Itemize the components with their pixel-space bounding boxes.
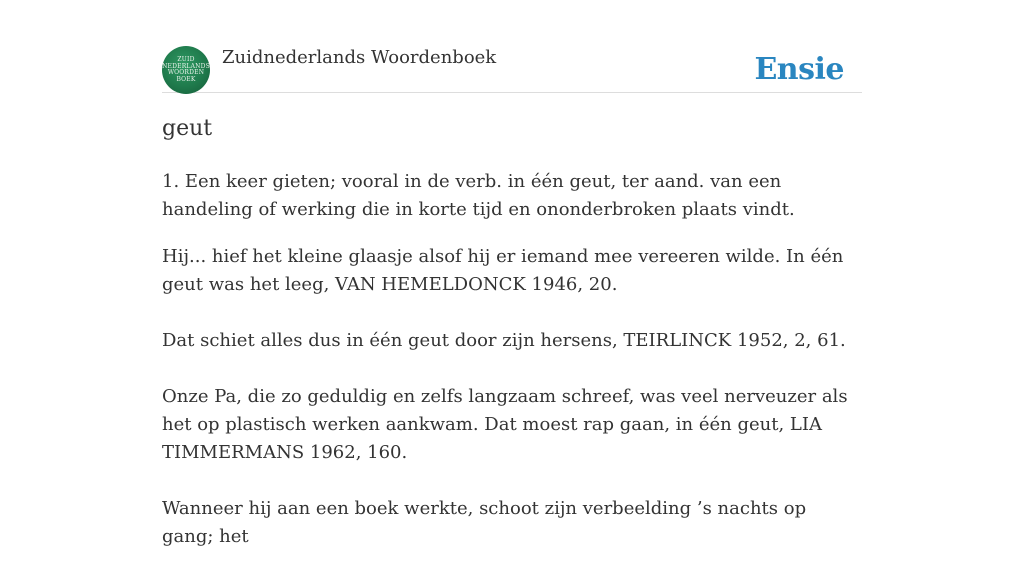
entry-title: geut: [162, 116, 213, 141]
logo-text-line: NEDERLANDS: [162, 62, 210, 70]
logo-text-line: BOEK: [176, 75, 196, 83]
dictionary-name-link[interactable]: Zuidnederlands Woordenboek: [222, 47, 497, 68]
logo-text-line: WOORDEN: [167, 69, 205, 76]
logo-text-line: ZUID: [177, 56, 195, 63]
site-header: [162, 46, 862, 93]
citation-quote: Wanneer hij aan een boek werkte, schoot zijn verbeelding ’s nachts op gang; het: [162, 498, 807, 547]
citation-quote: Dat schiet alles dus in één geut door zijn hersens, TEIRLINCK 1952, 2, 61.: [162, 330, 846, 351]
dictionary-logo[interactable]: [162, 46, 210, 94]
entry-definition: 1. Een keer gieten; vooral in de verb. in één geut, ter aand. van een handeling of werking die in korte tijd en ononderbroken plaats vindt.: [162, 171, 795, 220]
citation-quote: Hij... hief het kleine glaasje alsof hij er iemand mee vereeren wilde. In één geut was het leeg, VAN HEMELDONCK 1946, 20.: [162, 246, 844, 295]
ensie-brand-link[interactable]: Ensie: [754, 52, 844, 87]
entry-content: [162, 168, 852, 579]
citation-quote: Onze Pa, die zo geduldig en zelfs langzaam schreef, was veel nerveuzer als het op plastisch werken aankwam. Dat moest rap gaan, in één geut, LIA TIMMERMANS 1962, 160.: [162, 386, 848, 463]
